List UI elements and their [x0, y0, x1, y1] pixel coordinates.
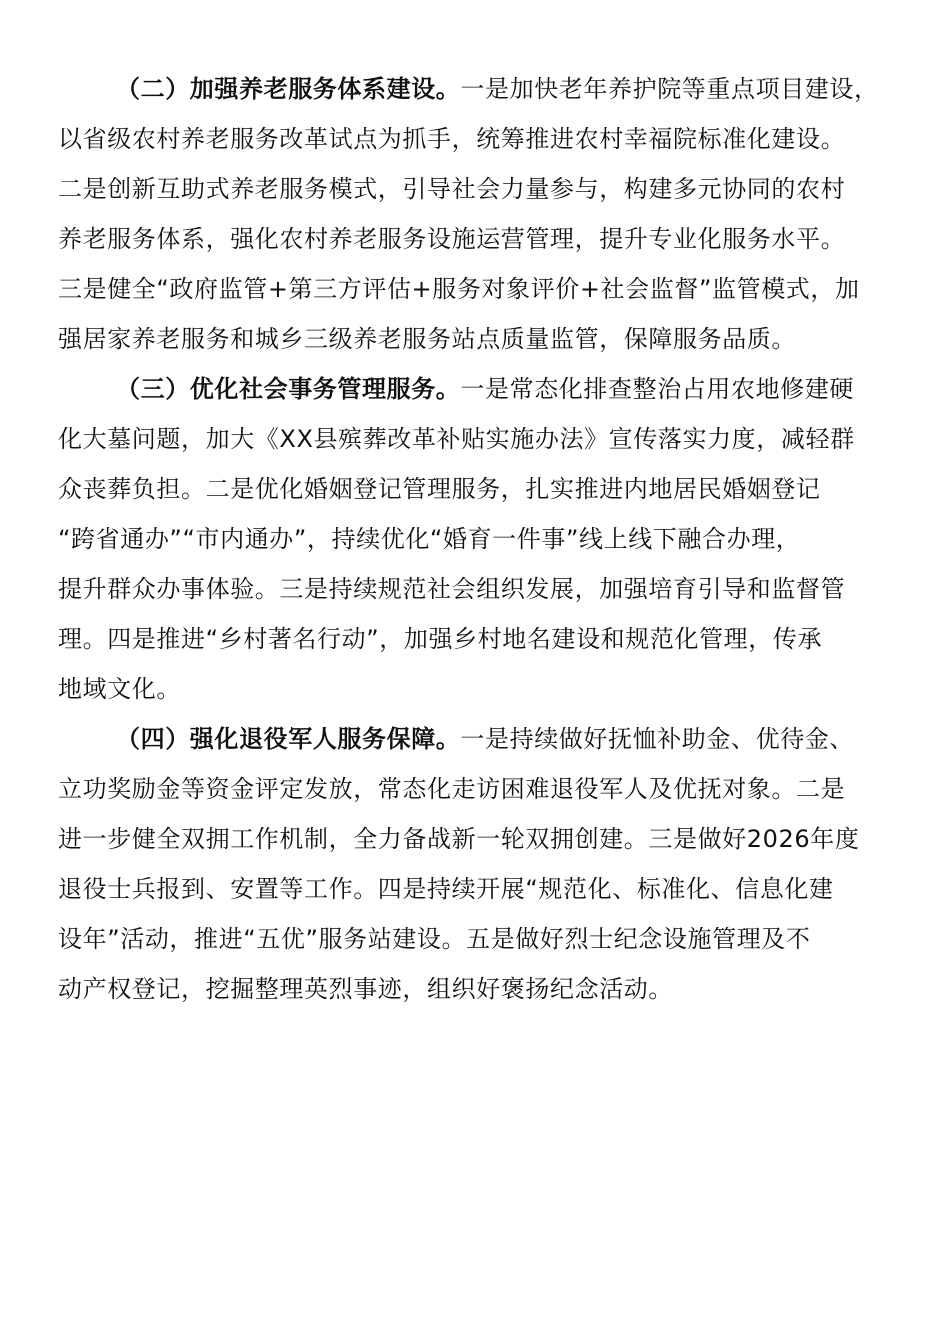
text-line: [58, 820, 898, 870]
text-line: [58, 920, 898, 970]
text-line: [58, 120, 898, 170]
body-text: 设年”活动，推进“五优”服务站建设。五是做好烈士纪念设施管理及不: [58, 925, 811, 953]
body-text: 动产权登记，挖掘整理英烈事迹，组织好褒扬纪念活动。: [58, 975, 673, 1003]
body-text: 退役士兵报到、安置等工作。四是持续开展“规范化、标准化、信息化建: [58, 875, 834, 903]
text-line: [58, 220, 898, 270]
text-line: [58, 470, 898, 520]
body-text: 三是健全“政府监管+第三方评估+服务对象评价+社会监督”监管模式，加: [58, 275, 860, 303]
body-text: 立功奖励金等资金评定发放，常态化走访困难退役军人及优抚对象。二是: [58, 775, 846, 803]
text-line: [58, 770, 898, 820]
paragraph: [58, 70, 898, 370]
text-line: [58, 70, 898, 120]
paragraph: [58, 720, 898, 1020]
document-body: [58, 70, 898, 1020]
body-text: “跨省通办”“市内通办”，持续优化“婚育一件事”线上线下融合办理，: [58, 525, 801, 553]
body-text: 地域文化。: [58, 675, 181, 703]
body-text: 二是创新互助式养老服务模式，引导社会力量参与，构建多元协同的农村: [58, 175, 846, 203]
text-line: [58, 170, 898, 220]
text-line: [58, 370, 898, 420]
body-text: 以省级农村养老服务改革试点为抓手，统筹推进农村幸福院标准化建设。: [58, 125, 846, 153]
body-text: 一是加快老年养护院等重点项目建设，: [460, 75, 879, 103]
body-text: 一是常态化排查整治占用农地修建硬: [460, 375, 855, 403]
text-line: [58, 520, 898, 570]
text-line: [58, 420, 898, 470]
text-line: [58, 270, 898, 320]
body-text: 强居家养老服务和城乡三级养老服务站点质量监管，保障服务品质。: [58, 325, 796, 353]
text-line: [58, 570, 898, 620]
body-text: 化大墓问题，加大《XX县殡葬改革补贴实施办法》宣传落实力度，减轻群: [58, 425, 855, 453]
text-line: [58, 870, 898, 920]
section-heading: （四）强化退役军人服务保障。: [116, 725, 461, 753]
body-text: 众丧葬负担。二是优化婚姻登记管理服务，扎实推进内地居民婚姻登记: [58, 475, 821, 503]
body-text: 理。四是推进“乡村著名行动”，加强乡村地名建设和规范化管理，传承: [58, 625, 823, 653]
body-text: 提升群众办事体验。三是持续规范社会组织发展，加强培育引导和监督管: [58, 575, 846, 603]
text-line: [58, 620, 898, 670]
text-line: [58, 720, 898, 770]
text-line: [58, 320, 898, 370]
paragraph: [58, 370, 898, 720]
section-heading: （三）优化社会事务管理服务。: [116, 375, 461, 403]
text-line: [58, 670, 898, 720]
text-line: [58, 970, 898, 1020]
body-text: 进一步健全双拥工作机制，全力备战新一轮双拥创建。三是做好2026年度: [58, 825, 860, 853]
body-text: 养老服务体系，强化农村养老服务设施运营管理，提升专业化服务水平。: [58, 225, 846, 253]
section-heading: （二）加强养老服务体系建设。: [116, 75, 461, 103]
body-text: 一是持续做好抚恤补助金、优待金、: [460, 725, 855, 753]
